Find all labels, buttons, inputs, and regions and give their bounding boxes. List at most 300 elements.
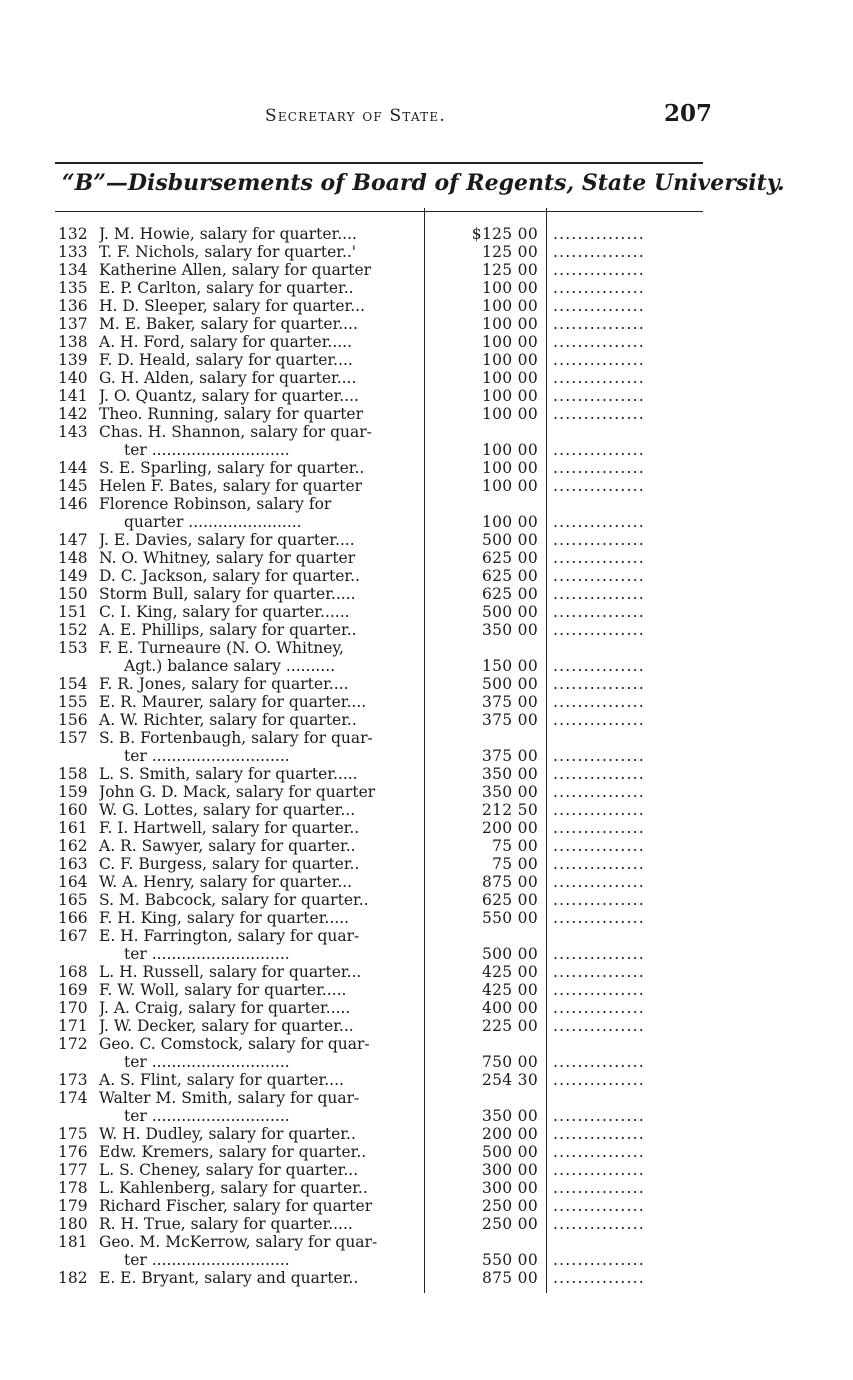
payee-description xyxy=(99,1071,421,1089)
dot-leader: ............... xyxy=(553,585,645,603)
description-line: E. E. Bryant, salary and quarter.. xyxy=(99,1269,359,1287)
payee-description xyxy=(99,621,421,639)
table-row xyxy=(0,423,853,459)
amount: 425 00 xyxy=(481,981,538,999)
payee-description xyxy=(99,999,421,1017)
dot-leader: ............... xyxy=(553,945,645,963)
description-line: A. W. Richter, salary for quarter.. xyxy=(99,711,357,729)
dot-leader: ............... xyxy=(553,873,645,891)
table-row xyxy=(0,621,853,639)
description-line: F. D. Heald, salary for quarter.... xyxy=(99,351,353,369)
dot-leader: ............... xyxy=(553,1017,645,1035)
description-line: M. E. Baker, salary for quarter.... xyxy=(99,315,358,333)
payee-description xyxy=(99,963,421,981)
payee-description xyxy=(99,1233,421,1269)
payee-description xyxy=(99,477,421,495)
description-line: John G. D. Mack, salary for quarter xyxy=(99,783,376,801)
payee-description xyxy=(99,783,421,801)
payee-description xyxy=(99,1197,421,1215)
amount: 550 00 xyxy=(481,1251,538,1269)
dot-leader: ............... xyxy=(553,693,645,711)
description-line: L. Kahlenberg, salary for quarter.. xyxy=(99,1179,368,1197)
payee-description xyxy=(99,801,421,819)
voucher-number: 137 xyxy=(58,315,88,333)
amount: 375 00 xyxy=(481,693,538,711)
voucher-number: 182 xyxy=(58,1269,88,1287)
description-line: J. M. Howie, salary for quarter.... xyxy=(99,225,357,243)
table-row xyxy=(0,405,853,423)
description-line: Geo. C. Comstock, salary for quar- xyxy=(99,1035,370,1053)
table-row xyxy=(0,1161,853,1179)
voucher-number: 168 xyxy=(58,963,88,981)
voucher-number: 153 xyxy=(58,639,88,657)
dot-leader: ............... xyxy=(553,1161,645,1179)
dot-leader: ............... xyxy=(553,531,645,549)
voucher-number: 163 xyxy=(58,855,88,873)
amount: 300 00 xyxy=(481,1179,538,1197)
description-line: E. R. Maurer, salary for quarter.... xyxy=(99,693,367,711)
table-row xyxy=(0,333,853,351)
table-row xyxy=(0,639,853,675)
voucher-number: 172 xyxy=(58,1035,88,1053)
voucher-number: 148 xyxy=(58,549,88,567)
table-row xyxy=(0,981,853,999)
voucher-number: 139 xyxy=(58,351,88,369)
dot-leader: ............... xyxy=(553,1053,645,1071)
dot-leader: ............... xyxy=(553,837,645,855)
voucher-number: 145 xyxy=(58,477,88,495)
table-row xyxy=(0,1089,853,1125)
voucher-number: 143 xyxy=(58,423,88,441)
table-row xyxy=(0,819,853,837)
dot-leader: ............... xyxy=(553,1107,645,1125)
table-row xyxy=(0,1179,853,1197)
table-row xyxy=(0,585,853,603)
voucher-number: 156 xyxy=(58,711,88,729)
table-row xyxy=(0,855,853,873)
table-row xyxy=(0,549,853,567)
table-row xyxy=(0,1215,853,1233)
table-row xyxy=(0,1197,853,1215)
running-title: Secretary of State. xyxy=(265,106,446,126)
voucher-number: 169 xyxy=(58,981,88,999)
payee-description xyxy=(99,333,421,351)
dot-leader: ............... xyxy=(553,711,645,729)
description-line: C. F. Burgess, salary for quarter.. xyxy=(99,855,360,873)
voucher-number: 179 xyxy=(58,1197,88,1215)
voucher-number: 150 xyxy=(58,585,88,603)
table-row xyxy=(0,261,853,279)
amount: 100 00 xyxy=(481,351,538,369)
table-row xyxy=(0,765,853,783)
dot-leader: ............... xyxy=(553,801,645,819)
amount: 254 30 xyxy=(481,1071,538,1089)
dot-leader: ............... xyxy=(553,765,645,783)
voucher-number: 167 xyxy=(58,927,88,945)
amount: 250 00 xyxy=(481,1215,538,1233)
table-row xyxy=(0,1233,853,1269)
payee-description xyxy=(99,243,421,261)
dot-leader: ............... xyxy=(553,243,645,261)
description-line: ter ............................ xyxy=(124,1107,290,1125)
amount: 250 00 xyxy=(481,1197,538,1215)
amount: 200 00 xyxy=(481,819,538,837)
section-title: “B”—Disbursements of Board of Regents, State University. xyxy=(62,170,785,196)
table-row xyxy=(0,675,853,693)
payee-description xyxy=(99,225,421,243)
description-line: F. W. Woll, salary for quarter..... xyxy=(99,981,347,999)
table-row xyxy=(0,1269,853,1287)
payee-description xyxy=(99,711,421,729)
dot-leader: ............... xyxy=(553,621,645,639)
amount: 150 00 xyxy=(481,657,538,675)
description-line: F. H. King, salary for quarter..... xyxy=(99,909,350,927)
dot-leader: ............... xyxy=(553,1179,645,1197)
voucher-number: 175 xyxy=(58,1125,88,1143)
payee-description xyxy=(99,423,421,459)
table-row xyxy=(0,495,853,531)
dot-leader: ............... xyxy=(553,441,645,459)
voucher-number: 173 xyxy=(58,1071,88,1089)
description-line: S. M. Babcock, salary for quarter.. xyxy=(99,891,369,909)
amount: 125 00 xyxy=(481,243,538,261)
table-row xyxy=(0,711,853,729)
payee-description xyxy=(99,927,421,963)
page-number: 207 xyxy=(664,100,713,127)
dot-leader: ............... xyxy=(553,351,645,369)
payee-description xyxy=(99,459,421,477)
payee-description xyxy=(99,279,421,297)
table-row xyxy=(0,315,853,333)
table-row xyxy=(0,351,853,369)
amount: 625 00 xyxy=(481,891,538,909)
voucher-number: 136 xyxy=(58,297,88,315)
description-line: Chas. H. Shannon, salary for quar- xyxy=(99,423,372,441)
description-line: L. H. Russell, salary for quarter... xyxy=(99,963,362,981)
voucher-number: 154 xyxy=(58,675,88,693)
table-row xyxy=(0,369,853,387)
dot-leader: ............... xyxy=(553,1269,645,1287)
amount: 350 00 xyxy=(481,621,538,639)
table-row xyxy=(0,909,853,927)
amount: 350 00 xyxy=(481,783,538,801)
voucher-number: 155 xyxy=(58,693,88,711)
voucher-number: 162 xyxy=(58,837,88,855)
dot-leader: ............... xyxy=(553,963,645,981)
table-row xyxy=(0,567,853,585)
dot-leader: ............... xyxy=(553,279,645,297)
table-row xyxy=(0,243,853,261)
description-line: D. C. Jackson, salary for quarter.. xyxy=(99,567,360,585)
payee-description xyxy=(99,549,421,567)
voucher-number: 152 xyxy=(58,621,88,639)
amount: 350 00 xyxy=(481,765,538,783)
dot-leader: ............... xyxy=(553,657,645,675)
table-row xyxy=(0,999,853,1017)
table-row xyxy=(0,1071,853,1089)
dot-leader: ............... xyxy=(553,513,645,531)
description-line: E. H. Farrington, salary for quar- xyxy=(99,927,360,945)
description-line: F. R. Jones, salary for quarter.... xyxy=(99,675,349,693)
table-row xyxy=(0,603,853,621)
dot-leader: ............... xyxy=(553,981,645,999)
voucher-number: 180 xyxy=(58,1215,88,1233)
page-header xyxy=(0,96,853,136)
amount: 550 00 xyxy=(481,909,538,927)
voucher-number: 133 xyxy=(58,243,88,261)
amount: 375 00 xyxy=(481,747,538,765)
dot-leader: ............... xyxy=(553,855,645,873)
amount: 625 00 xyxy=(481,585,538,603)
amount: 500 00 xyxy=(481,1143,538,1161)
payee-description xyxy=(99,369,421,387)
amount: 75 00 xyxy=(492,855,538,873)
dot-leader: ............... xyxy=(553,1215,645,1233)
description-line: J. O. Quantz, salary for quarter.... xyxy=(99,387,359,405)
description-line: H. D. Sleeper, salary for quarter... xyxy=(99,297,366,315)
description-line: Storm Bull, salary for quarter..... xyxy=(99,585,356,603)
payee-description xyxy=(99,315,421,333)
voucher-number: 144 xyxy=(58,459,88,477)
description-line: W. A. Henry, salary for quarter... xyxy=(99,873,353,891)
amount: 100 00 xyxy=(481,369,538,387)
table-row xyxy=(0,477,853,495)
amount: 500 00 xyxy=(481,603,538,621)
amount: 100 00 xyxy=(481,297,538,315)
payee-description xyxy=(99,585,421,603)
description-line: S. E. Sparling, salary for quarter.. xyxy=(99,459,365,477)
description-line: Agt.) balance salary .......... xyxy=(124,657,336,675)
description-line: W. H. Dudley, salary for quarter.. xyxy=(99,1125,356,1143)
voucher-number: 138 xyxy=(58,333,88,351)
table-row xyxy=(0,225,853,243)
payee-description xyxy=(99,1215,421,1233)
table-row xyxy=(0,1035,853,1071)
description-line: Florence Robinson, salary for xyxy=(99,495,332,513)
amount: 100 00 xyxy=(481,315,538,333)
title-rule xyxy=(55,211,703,212)
description-line: Walter M. Smith, salary for quar- xyxy=(99,1089,360,1107)
amount: 625 00 xyxy=(481,567,538,585)
table-row xyxy=(0,297,853,315)
description-line: Katherine Allen, salary for quarter xyxy=(99,261,372,279)
payee-description xyxy=(99,837,421,855)
amount: 100 00 xyxy=(481,513,538,531)
description-line: S. B. Fortenbaugh, salary for quar- xyxy=(99,729,373,747)
description-line: ter ............................ xyxy=(124,1053,290,1071)
voucher-number: 132 xyxy=(58,225,88,243)
amount: 500 00 xyxy=(481,945,538,963)
payee-description xyxy=(99,1143,421,1161)
payee-description xyxy=(99,531,421,549)
payee-description xyxy=(99,729,421,765)
table-row xyxy=(0,279,853,297)
voucher-number: 176 xyxy=(58,1143,88,1161)
dot-leader: ............... xyxy=(553,1251,645,1269)
dot-leader: ............... xyxy=(553,477,645,495)
payee-description xyxy=(99,1161,421,1179)
payee-description xyxy=(99,1269,421,1287)
table-row xyxy=(0,531,853,549)
voucher-number: 161 xyxy=(58,819,88,837)
voucher-number: 151 xyxy=(58,603,88,621)
table-row xyxy=(0,729,853,765)
payee-description xyxy=(99,693,421,711)
dot-leader: ............... xyxy=(553,369,645,387)
payee-description xyxy=(99,495,421,531)
description-line: ter ............................ xyxy=(124,1251,290,1269)
description-line: Theo. Running, salary for quarter xyxy=(99,405,363,423)
payee-description xyxy=(99,405,421,423)
voucher-number: 134 xyxy=(58,261,88,279)
voucher-number: 165 xyxy=(58,891,88,909)
payee-description xyxy=(99,981,421,999)
amount: 200 00 xyxy=(481,1125,538,1143)
table-row xyxy=(0,801,853,819)
description-line: quarter ....................... xyxy=(124,513,302,531)
voucher-number: 135 xyxy=(58,279,88,297)
payee-description xyxy=(99,1125,421,1143)
payee-description xyxy=(99,1017,421,1035)
voucher-number: 174 xyxy=(58,1089,88,1107)
amount: 350 00 xyxy=(481,1107,538,1125)
description-line: Geo. M. McKerrow, salary for quar- xyxy=(99,1233,378,1251)
amount: 125 00 xyxy=(481,261,538,279)
payee-description xyxy=(99,639,421,675)
description-line: G. H. Alden, salary for quarter.... xyxy=(99,369,357,387)
table-row xyxy=(0,837,853,855)
description-line: Helen F. Bates, salary for quarter xyxy=(99,477,363,495)
amount: 100 00 xyxy=(481,441,538,459)
top-rule xyxy=(55,162,703,164)
amount: 100 00 xyxy=(481,477,538,495)
amount: 100 00 xyxy=(481,333,538,351)
payee-description xyxy=(99,297,421,315)
description-line: C. I. King, salary for quarter...... xyxy=(99,603,350,621)
dot-leader: ............... xyxy=(553,999,645,1017)
description-line: A. H. Ford, salary for quarter..... xyxy=(99,333,353,351)
amount: 625 00 xyxy=(481,549,538,567)
dot-leader: ............... xyxy=(553,783,645,801)
table-row xyxy=(0,693,853,711)
voucher-number: 157 xyxy=(58,729,88,747)
voucher-number: 170 xyxy=(58,999,88,1017)
description-line: F. I. Hartwell, salary for quarter.. xyxy=(99,819,360,837)
description-line: J. W. Decker, salary for quarter... xyxy=(99,1017,354,1035)
description-line: A. R. Sawyer, salary for quarter.. xyxy=(99,837,356,855)
table-row xyxy=(0,891,853,909)
amount: 500 00 xyxy=(481,675,538,693)
table-row xyxy=(0,927,853,963)
amount: 875 00 xyxy=(481,1269,538,1287)
payee-description xyxy=(99,675,421,693)
dot-leader: ............... xyxy=(553,405,645,423)
voucher-number: 177 xyxy=(58,1161,88,1179)
dot-leader: ............... xyxy=(553,387,645,405)
voucher-number: 140 xyxy=(58,369,88,387)
voucher-number: 146 xyxy=(58,495,88,513)
dot-leader: ............... xyxy=(553,459,645,477)
payee-description xyxy=(99,855,421,873)
table-row xyxy=(0,1017,853,1035)
description-line: F. E. Turneaure (N. O. Whitney, xyxy=(99,639,344,657)
voucher-number: 160 xyxy=(58,801,88,819)
voucher-number: 171 xyxy=(58,1017,88,1035)
payee-description xyxy=(99,765,421,783)
dot-leader: ............... xyxy=(553,261,645,279)
amount: 100 00 xyxy=(481,279,538,297)
dot-leader: ............... xyxy=(553,297,645,315)
dot-leader: ............... xyxy=(553,333,645,351)
description-line: A. S. Flint, salary for quarter.... xyxy=(99,1071,344,1089)
amount: 75 00 xyxy=(492,837,538,855)
dot-leader: ............... xyxy=(553,1197,645,1215)
description-line: ter ............................ xyxy=(124,747,290,765)
amount: 400 00 xyxy=(481,999,538,1017)
voucher-number: 142 xyxy=(58,405,88,423)
description-line: Richard Fischer, salary for quarter xyxy=(99,1197,373,1215)
description-line: J. E. Davies, salary for quarter.... xyxy=(99,531,355,549)
payee-description xyxy=(99,909,421,927)
payee-description xyxy=(99,1179,421,1197)
amount: 500 00 xyxy=(481,531,538,549)
description-line: A. E. Phillips, salary for quarter.. xyxy=(99,621,357,639)
table-row xyxy=(0,387,853,405)
dot-leader: ............... xyxy=(553,891,645,909)
payee-description xyxy=(99,351,421,369)
payee-description xyxy=(99,1089,421,1125)
voucher-number: 141 xyxy=(58,387,88,405)
amount: 100 00 xyxy=(481,459,538,477)
amount: 225 00 xyxy=(481,1017,538,1035)
dot-leader: ............... xyxy=(553,675,645,693)
payee-description xyxy=(99,567,421,585)
voucher-number: 149 xyxy=(58,567,88,585)
table-row xyxy=(0,783,853,801)
description-line: ter ............................ xyxy=(124,945,290,963)
description-line: J. A. Craig, salary for quarter..... xyxy=(99,999,351,1017)
payee-description xyxy=(99,1035,421,1071)
description-line: E. P. Carlton, salary for quarter.. xyxy=(99,279,354,297)
amount: 300 00 xyxy=(481,1161,538,1179)
table-row xyxy=(0,963,853,981)
dot-leader: ............... xyxy=(553,315,645,333)
payee-description xyxy=(99,387,421,405)
description-line: T. F. Nichols, salary for quarter..' xyxy=(99,243,357,261)
amount: 212 50 xyxy=(481,801,538,819)
disbursement-list xyxy=(0,225,853,1287)
voucher-number: 147 xyxy=(58,531,88,549)
amount: $125 00 xyxy=(471,225,538,243)
payee-description xyxy=(99,603,421,621)
payee-description xyxy=(99,819,421,837)
description-line: Edw. Kremers, salary for quarter.. xyxy=(99,1143,367,1161)
dot-leader: ............... xyxy=(553,909,645,927)
amount: 100 00 xyxy=(481,405,538,423)
description-line: L. S. Smith, salary for quarter..... xyxy=(99,765,358,783)
description-line: W. G. Lottes, salary for quarter... xyxy=(99,801,356,819)
description-line: R. H. True, salary for quarter..... xyxy=(99,1215,353,1233)
description-line: ter ............................ xyxy=(124,441,290,459)
voucher-number: 178 xyxy=(58,1179,88,1197)
dot-leader: ............... xyxy=(553,549,645,567)
voucher-number: 158 xyxy=(58,765,88,783)
dot-leader: ............... xyxy=(553,747,645,765)
dot-leader: ............... xyxy=(553,819,645,837)
table-row xyxy=(0,1125,853,1143)
amount: 425 00 xyxy=(481,963,538,981)
voucher-number: 159 xyxy=(58,783,88,801)
